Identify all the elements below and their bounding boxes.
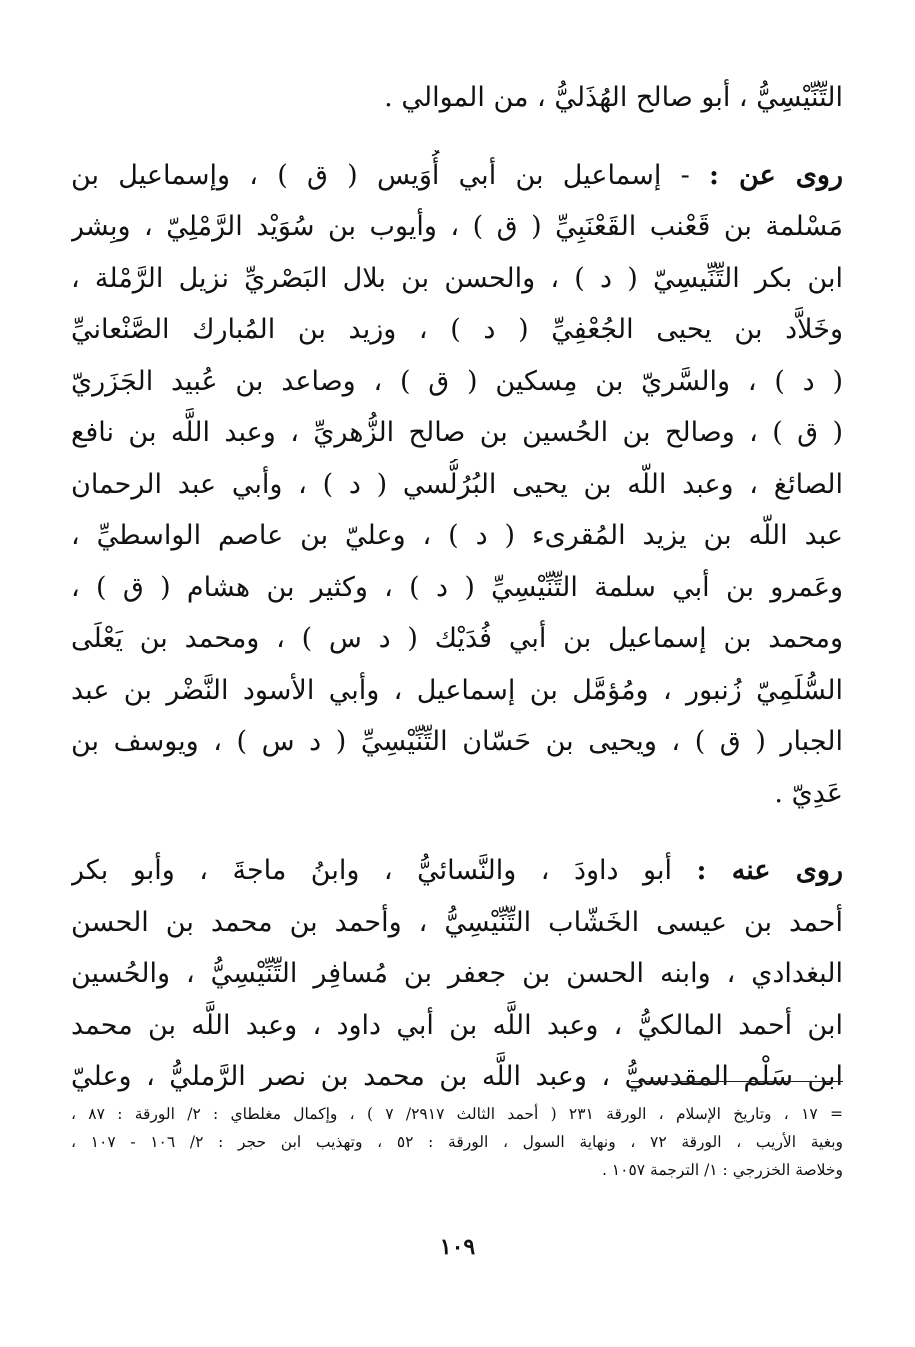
text-line — [71, 150, 843, 202]
text-line: الصائغ ، وعبد اللّه بن يحيى البُرُلُّسي ( د ) ، وأبي عبد الرحمان — [71, 468, 843, 500]
text-line: مَسْلمة بن قَعْنب القَعْنَبِيِّ ( ق ) ، وأيوب بن سُوَيْد الرَّمْلِيّ ، وبِشر — [71, 211, 843, 242]
footnote-line: وبغية الأريب ، الورقة ٧٢ ، ونهاية السول ، الورقة : ٥٢ ، وتهذيب ابن حجر : ٢/ ١٠٦ - ١٠٧ ، — [71, 1133, 843, 1151]
narrated-by-paragraph — [71, 845, 843, 1103]
text-line: ابن سَلْم المقدسيُّ ، وعبد اللَّه بن محمد بن نصر الرَّمليُّ ، وعليّ — [71, 1061, 843, 1092]
text-line: البغدادي ، وابنه الحسن بن جعفر بن مُسافِر التِّنِّيْسِيُّ ، والحُسين — [71, 958, 843, 989]
text-span: أبو داودَ ، والنَّسائيُّ ، وابنُ ماجةَ ، وأبو بكر — [71, 855, 672, 886]
text-line: أحمد بن عيسى الخَشّاب التِّنِّيْسِيُّ ، وأحمد بن محمد بن الحسن — [71, 906, 843, 938]
text-span: - إسماعيل بن أبي أُوَيس ( ق ) ، وإسماعيل بن — [71, 159, 690, 191]
paragraph-gap — [71, 124, 843, 150]
narrated-by-heading: روى عنه : — [696, 855, 843, 886]
text-line: ابن بكر التِّنِّيسِيّ ( د ) ، والحسن بن بلال البَصْريِّ نزيل الرَّمْلة ، — [71, 262, 843, 294]
footnote-line: = ١٧ ، وتاريخ الإسلام ، الورقة ٢٣١ ( أحمد الثالث ٢٩١٧/ ٧ ) ، وإكمال مغلطاي : ٢/ الورقة : ٨٧ ، — [71, 1105, 843, 1123]
text-line: عَدِيّ . — [774, 777, 843, 809]
text-line: ابن أحمد المالكيُّ ، وعبد اللَّه بن أبي داود ، وعبد اللَّه بن محمد — [71, 1009, 843, 1041]
text-line: الجبار ( ق ) ، ويحيى بن حَسّان التِّنِّيْسِيِّ ( د س ) ، ويوسف بن — [71, 726, 843, 757]
narrated-from-paragraph — [71, 150, 843, 820]
page-number: ١٠٩ — [439, 1234, 476, 1260]
text-line: ومحمد بن إسماعيل بن أبي فُدَيْك ( د س ) ، ومحمد بن يَعْلَى — [71, 623, 843, 654]
paragraph-gap — [71, 819, 843, 845]
text-line: ( ق ) ، وصالح بن الحُسين بن صالح الزُّهريِّ ، وعبد اللَّه بن نافع — [71, 417, 843, 448]
text-line: وخَلاَّد بن يحيى الجُعْفِيِّ ( د ) ، وزيد بن المُبارك الصَّنْعانيِّ — [71, 314, 843, 345]
text-line: وعَمرو بن أبي سلمة التِّنِّيْسِيِّ ( د ) ، وكثير بن هشام ( ق ) ، — [71, 571, 843, 603]
text-line: السُّلَمِيّ زُنبور ، ومُؤمَّل بن إسماعيل ، وأبي الأسود النَّضْر بن عبد — [71, 674, 843, 706]
footnote-line: وخلاصة الخزرجي : ١/ الترجمة ١٠٥٧ . — [601, 1161, 843, 1179]
text-line: عبد اللّه بن يزيد المُقرىء ( د ) ، وعليّ بن عاصم الواسطيِّ ، — [71, 520, 843, 551]
intro-line: التِّنِّيْسِيُّ ، أبو صالح الهُذَليُّ ، من الموالي . — [384, 82, 843, 113]
footnote-divider — [631, 1081, 843, 1082]
text-line — [71, 845, 843, 897]
footnotes — [71, 1100, 843, 1184]
main-text — [71, 72, 843, 1103]
text-line: ( د ) ، والسَّريّ بن مِسكين ( ق ) ، وصاعد بن عُبيد الجَزَريّ — [71, 365, 843, 397]
narrated-from-heading: روى عن : — [709, 159, 843, 191]
